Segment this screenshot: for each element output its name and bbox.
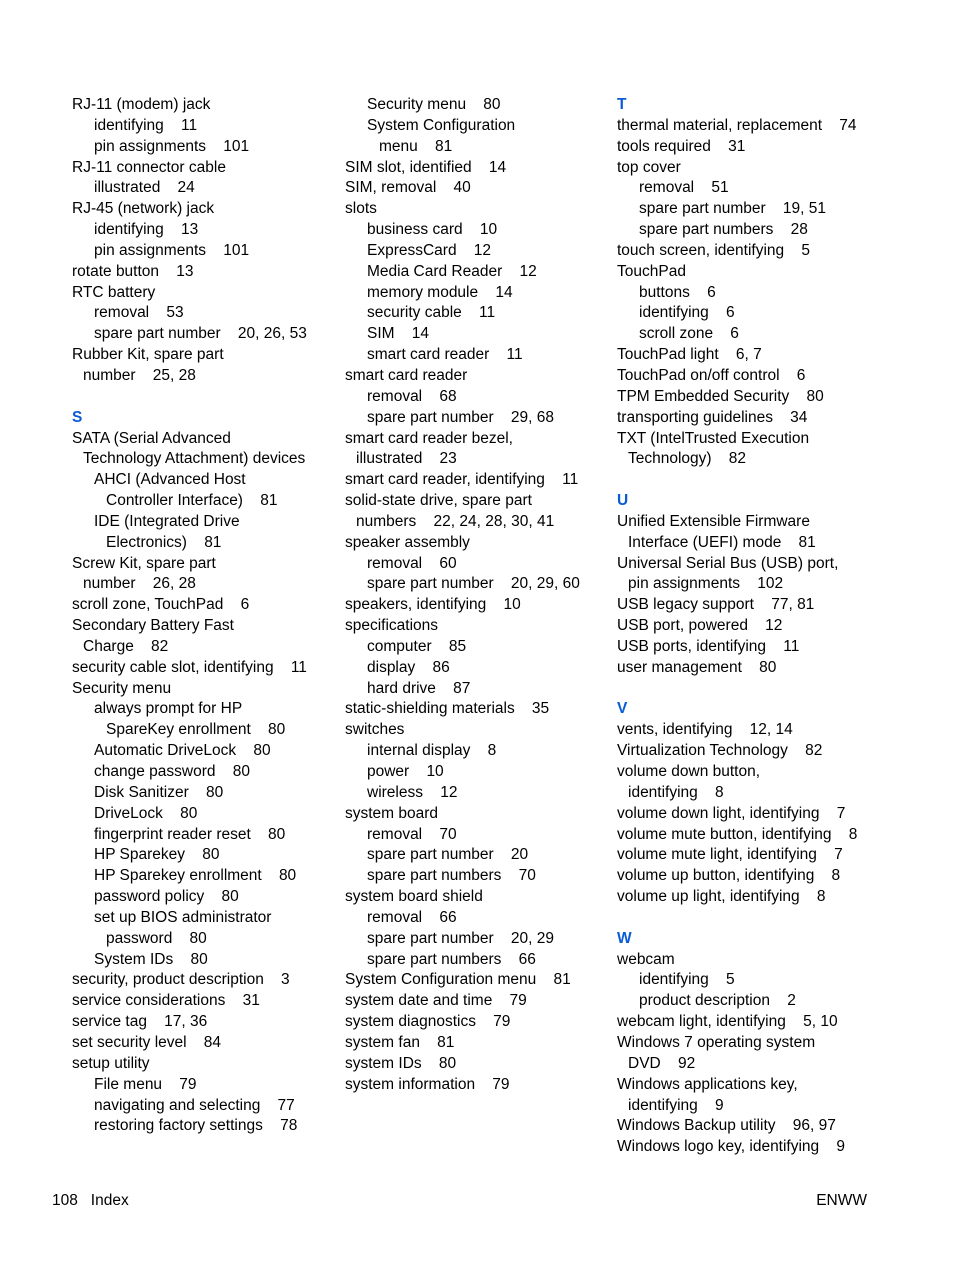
index-subentry: password 80 bbox=[106, 929, 207, 947]
index-entry: security, product description 3 bbox=[72, 971, 290, 989]
index-subentry: number 26, 28 bbox=[83, 575, 196, 593]
index-subentry: identifying 8 bbox=[628, 783, 724, 801]
index-entry: Universal Serial Bus (USB) port, bbox=[617, 554, 839, 572]
index-entry: RJ-11 connector cable bbox=[72, 158, 226, 176]
index-subentry: File menu 79 bbox=[94, 1075, 197, 1093]
section-letter-heading: W bbox=[617, 929, 632, 947]
index-subentry: Electronics) 81 bbox=[106, 533, 222, 551]
index-entry: scroll zone, TouchPad 6 bbox=[72, 596, 250, 614]
index-subentry: spare part number 19, 51 bbox=[639, 200, 826, 218]
index-entry: TouchPad on/off control 6 bbox=[617, 366, 806, 384]
index-subentry: hard drive 87 bbox=[367, 679, 471, 697]
index-subentry: business card 10 bbox=[367, 221, 498, 239]
index-entry: service considerations 31 bbox=[72, 992, 260, 1010]
index-subentry: smart card reader 11 bbox=[367, 346, 523, 364]
index-subentry: always prompt for HP bbox=[94, 700, 243, 718]
index-subentry: scroll zone 6 bbox=[639, 325, 739, 343]
index-subentry: identifying 9 bbox=[628, 1096, 724, 1114]
index-subentry: internal display 8 bbox=[367, 742, 497, 760]
index-subentry: spare part number 20, 29, 60 bbox=[367, 575, 580, 593]
index-subentry: spare part number 29, 68 bbox=[367, 408, 554, 426]
index-subentry: ExpressCard 12 bbox=[367, 241, 492, 259]
index-entry: Windows logo key, identifying 9 bbox=[617, 1138, 846, 1156]
index-entry: SIM, removal 40 bbox=[345, 179, 471, 197]
index-entry: system date and time 79 bbox=[345, 992, 527, 1010]
index-entry: SIM slot, identified 14 bbox=[345, 158, 507, 176]
index-subentry: SpareKey enrollment 80 bbox=[106, 721, 286, 739]
index-entry: smart card reader, identifying 11 bbox=[345, 471, 579, 489]
index-entry: setup utility bbox=[72, 1054, 150, 1072]
index-entry: system diagnostics 79 bbox=[345, 1013, 511, 1031]
index-entry: rotate button 13 bbox=[72, 262, 194, 280]
index-subentry: System IDs 80 bbox=[94, 950, 208, 968]
index-entry: volume up button, identifying 8 bbox=[617, 867, 841, 885]
index-entry: top cover bbox=[617, 158, 681, 176]
index-subentry: spare part numbers 70 bbox=[367, 867, 536, 885]
index-entry: system IDs 80 bbox=[345, 1054, 457, 1072]
index-subentry: pin assignments 101 bbox=[94, 241, 250, 259]
index-entry: Windows applications key, bbox=[617, 1075, 798, 1093]
index-entry: Rubber Kit, spare part bbox=[72, 346, 224, 364]
index-column-2 bbox=[345, 95, 607, 1096]
index-subentry: illustrated 23 bbox=[356, 450, 457, 468]
index-entry: Security menu bbox=[72, 679, 172, 697]
index-subentry: Security menu 80 bbox=[367, 96, 501, 113]
index-subentry: product description 2 bbox=[639, 992, 796, 1010]
index-subentry: spare part numbers 28 bbox=[639, 221, 808, 239]
index-entry: RTC battery bbox=[72, 283, 156, 301]
section-letter-heading: V bbox=[617, 700, 628, 718]
index-subentry: Technology) 82 bbox=[628, 450, 747, 468]
index-entry: system information 79 bbox=[345, 1075, 510, 1093]
index-entry: system board bbox=[345, 804, 439, 822]
index-subentry: display 86 bbox=[367, 658, 450, 676]
index-subentry: number 25, 28 bbox=[83, 366, 196, 384]
index-entry: slots bbox=[345, 200, 377, 218]
section-letter-heading: U bbox=[617, 492, 629, 510]
index-entry: static-shielding materials 35 bbox=[345, 700, 550, 718]
index-subentry: memory module 14 bbox=[367, 283, 513, 301]
index-subentry: buttons 6 bbox=[639, 283, 716, 301]
index-subentry: menu 81 bbox=[379, 137, 453, 155]
section-spacer bbox=[617, 470, 879, 491]
index-subentry: computer 85 bbox=[367, 637, 467, 655]
index-subentry: fingerprint reader reset 80 bbox=[94, 825, 286, 843]
index-subentry: navigating and selecting 77 bbox=[94, 1096, 295, 1114]
index-entry: System Configuration menu 81 bbox=[345, 971, 571, 989]
index-entry: set security level 84 bbox=[72, 1033, 222, 1051]
index-entry: webcam bbox=[617, 950, 675, 968]
index-subentry: illustrated 24 bbox=[94, 179, 195, 197]
index-subentry: HP Sparekey 80 bbox=[94, 846, 220, 864]
index-subentry: power 10 bbox=[367, 763, 444, 780]
index-subentry: HP Sparekey enrollment 80 bbox=[94, 867, 297, 885]
index-entry: smart card reader bbox=[345, 366, 468, 384]
index-entry: vents, identifying 12, 14 bbox=[617, 721, 793, 739]
index-entry: Windows 7 operating system bbox=[617, 1033, 816, 1051]
section-letter-heading: T bbox=[617, 96, 627, 113]
index-entry: Virtualization Technology 82 bbox=[617, 742, 823, 760]
index-subentry: spare part number 20 bbox=[367, 846, 529, 864]
index-entry: webcam light, identifying 5, 10 bbox=[617, 1013, 838, 1031]
index-entry: volume up light, identifying 8 bbox=[617, 888, 826, 906]
index-entry: switches bbox=[345, 721, 405, 739]
index-subentry: removal 68 bbox=[367, 387, 457, 405]
index-subentry: removal 70 bbox=[367, 825, 457, 843]
index-entry: thermal material, replacement 74 bbox=[617, 116, 857, 134]
index-subentry: pin assignments 102 bbox=[628, 575, 784, 593]
section-spacer bbox=[617, 908, 879, 929]
index-subentry: removal 51 bbox=[639, 179, 729, 197]
index-entry: smart card reader bezel, bbox=[345, 429, 513, 447]
index-entry: specifications bbox=[345, 617, 439, 635]
index-entry: speaker assembly bbox=[345, 533, 470, 551]
index-subentry: Controller Interface) 81 bbox=[106, 492, 278, 510]
index-subentry: removal 60 bbox=[367, 554, 457, 572]
index-entry: security cable slot, identifying 11 bbox=[72, 658, 307, 676]
index-entry: transporting guidelines 34 bbox=[617, 408, 808, 426]
index-subentry: SIM 14 bbox=[367, 325, 430, 343]
index-entry: TXT (IntelTrusted Execution bbox=[617, 429, 810, 447]
index-subentry: IDE (Integrated Drive bbox=[94, 512, 240, 530]
index-entry: USB ports, identifying 11 bbox=[617, 637, 800, 655]
index-subentry: change password 80 bbox=[94, 763, 250, 780]
section-spacer bbox=[617, 679, 879, 700]
index-entry: TouchPad light 6, 7 bbox=[617, 346, 762, 364]
index-entry: solid-state drive, spare part bbox=[345, 492, 532, 510]
index-subentry: spare part number 20, 29 bbox=[367, 929, 554, 947]
index-entry: USB port, powered 12 bbox=[617, 617, 783, 635]
index-entry: Windows Backup utility 96, 97 bbox=[617, 1117, 836, 1135]
index-entry: RJ-45 (network) jack bbox=[72, 200, 215, 218]
index-entry: system board shield bbox=[345, 888, 483, 906]
index-subentry: removal 66 bbox=[367, 908, 457, 926]
index-subentry: AHCI (Advanced Host bbox=[94, 471, 246, 489]
index-entry: Unified Extensible Firmware bbox=[617, 512, 810, 530]
index-subentry: identifying 13 bbox=[94, 221, 199, 239]
index-subentry: Media Card Reader 12 bbox=[367, 262, 537, 280]
index-subentry: Technology Attachment) devices bbox=[83, 450, 306, 468]
index-subentry: identifying 5 bbox=[639, 971, 735, 989]
index-subentry: restoring factory settings 78 bbox=[94, 1117, 298, 1135]
index-entry: Screw Kit, spare part bbox=[72, 554, 216, 572]
index-subentry: numbers 22, 24, 28, 30, 41 bbox=[356, 512, 555, 530]
index-entry: system fan 81 bbox=[345, 1033, 455, 1051]
index-subentry: Interface (UEFI) mode 81 bbox=[628, 533, 816, 551]
index-entry: SATA (Serial Advanced bbox=[72, 429, 231, 447]
index-subentry: identifying 6 bbox=[639, 304, 735, 322]
index-entry: touch screen, identifying 5 bbox=[617, 241, 811, 259]
index-entry: TouchPad bbox=[617, 262, 686, 280]
index-subentry: password policy 80 bbox=[94, 888, 239, 906]
index-subentry: removal 53 bbox=[94, 304, 184, 322]
section-spacer bbox=[72, 387, 334, 408]
index-subentry: DriveLock 80 bbox=[94, 804, 198, 822]
page-footer-left: 108 Index bbox=[52, 1192, 129, 1209]
index-entry: Secondary Battery Fast bbox=[72, 617, 234, 635]
index-entry: volume down light, identifying 7 bbox=[617, 804, 846, 822]
index-entry: volume mute light, identifying 7 bbox=[617, 846, 843, 864]
index-subentry: pin assignments 101 bbox=[94, 137, 250, 155]
index-entry: user management 80 bbox=[617, 658, 777, 676]
index-entry: RJ-11 (modem) jack bbox=[72, 96, 211, 113]
index-subentry: DVD 92 bbox=[628, 1054, 696, 1072]
index-subentry: spare part number 20, 26, 53 bbox=[94, 325, 307, 343]
index-entry: speakers, identifying 10 bbox=[345, 596, 521, 614]
index-subentry: wireless 12 bbox=[367, 783, 458, 801]
index-subentry: Charge 82 bbox=[83, 637, 169, 655]
index-entry: volume down button, bbox=[617, 763, 761, 780]
index-entry: tools required 31 bbox=[617, 137, 746, 155]
index-column-1 bbox=[72, 95, 334, 1137]
index-subentry: identifying 11 bbox=[94, 116, 198, 134]
index-entry: TPM Embedded Security 80 bbox=[617, 387, 824, 405]
index-entry: service tag 17, 36 bbox=[72, 1013, 208, 1031]
index-column-3 bbox=[617, 95, 879, 1158]
index-subentry: System Configuration bbox=[367, 116, 516, 134]
index-subentry: Disk Sanitizer 80 bbox=[94, 783, 224, 801]
index-entry: USB legacy support 77, 81 bbox=[617, 596, 815, 614]
section-letter-heading: S bbox=[72, 408, 83, 426]
page-footer-right: ENWW bbox=[816, 1192, 867, 1209]
index-subentry: Automatic DriveLock 80 bbox=[94, 742, 271, 760]
index-subentry: security cable 11 bbox=[367, 304, 496, 322]
index-entry: volume mute button, identifying 8 bbox=[617, 825, 858, 843]
index-subentry: set up BIOS administrator bbox=[94, 908, 272, 926]
index-subentry: spare part numbers 66 bbox=[367, 950, 536, 968]
